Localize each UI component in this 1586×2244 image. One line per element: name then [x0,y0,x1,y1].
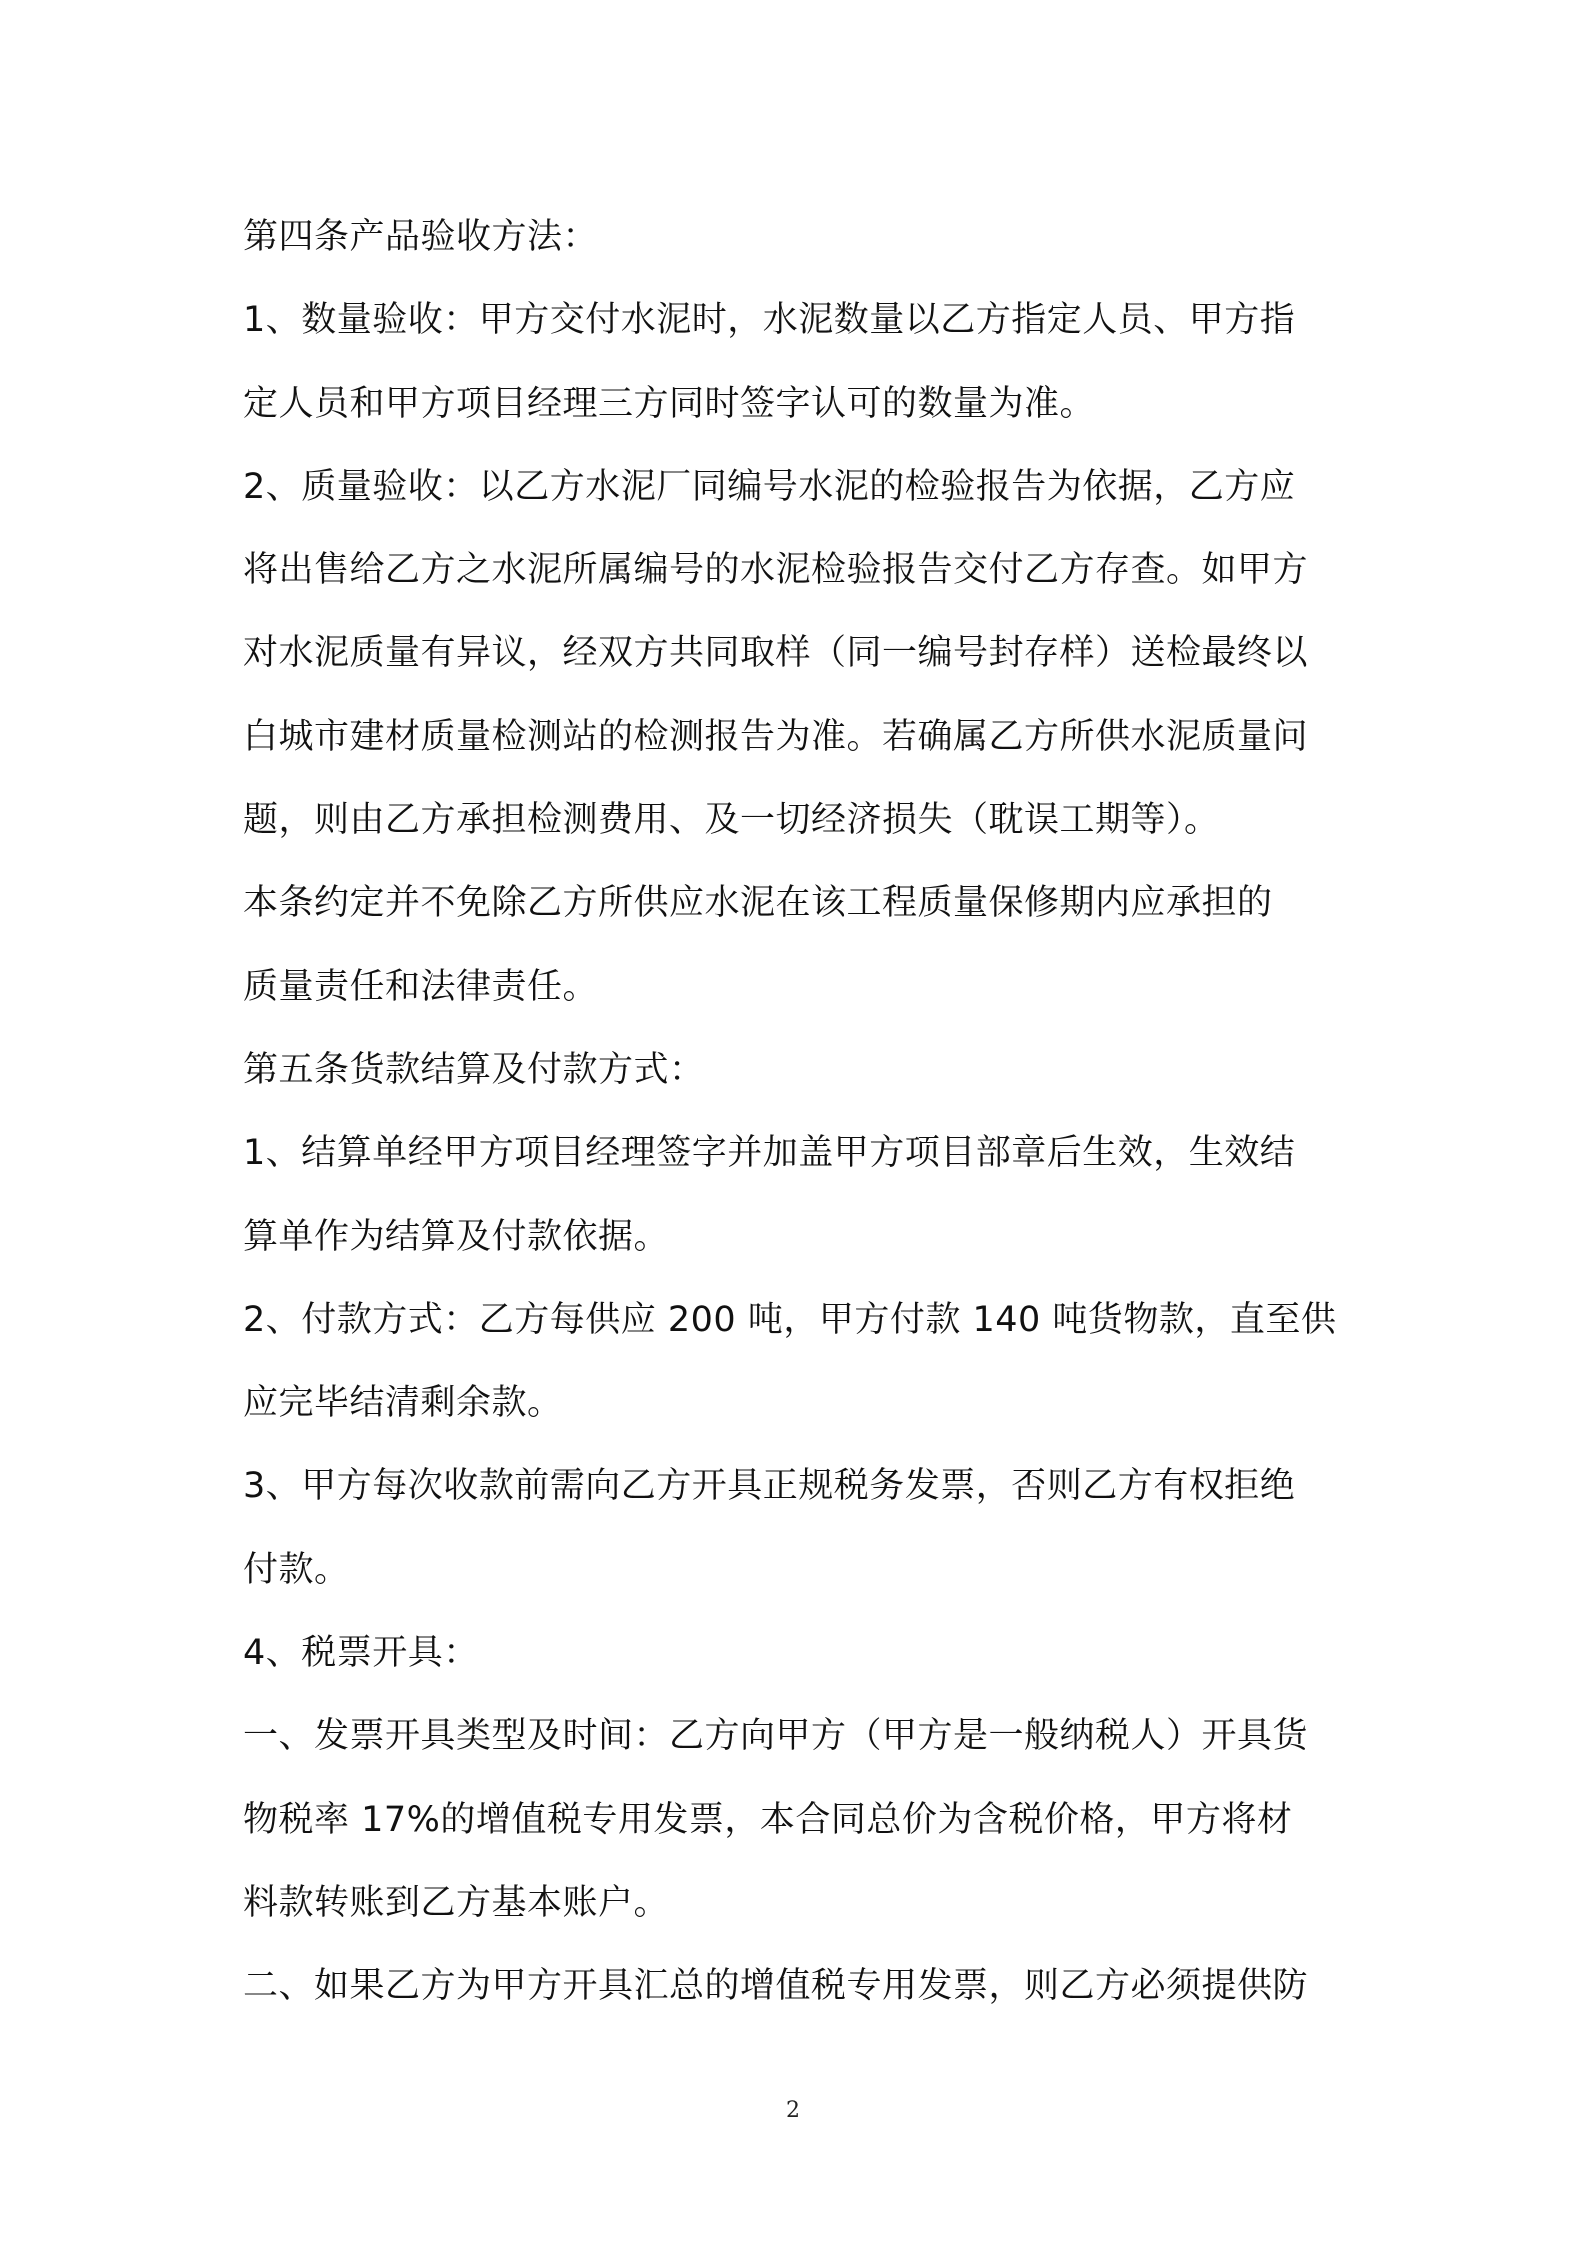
text-line: 本条约定并不免除乙方所供应水泥在该工程质量保修期内应承担的 [243,883,1273,924]
text-line: 算单作为结算及付款依据。 [243,1216,670,1257]
text-line: 质量责任和法律责任。 [243,966,599,1007]
text-line: 料款转账到乙方基本账户。 [243,1882,670,1923]
page-number: 2 [786,2098,800,2123]
text-line: 1、结算单经甲方项目经理签字并加盖甲方项目部章后生效，生效结 [243,1133,1296,1174]
document-body [243,196,1353,2029]
text-line: 将出售给乙方之水泥所属编号的水泥检验报告交付乙方存查。如甲方 [243,550,1309,591]
text-line: 白城市建材质量检测站的检测报告为准。若确属乙方所供水泥质量问 [243,716,1309,757]
text-line: 1、数量验收：甲方交付水泥时，水泥数量以乙方指定人员、甲方指 [243,300,1296,341]
text-line: 题，则由乙方承担检测费用、及一切经济损失（耽误工期等）。 [243,800,1220,841]
text-line: 应完毕结清剩余款。 [243,1383,563,1424]
text-line: 付款。 [243,1549,350,1590]
text-line: 2、质量验收：以乙方水泥厂同编号水泥的检验报告为依据，乙方应 [243,466,1296,507]
text-line: 对水泥质量有异议，经双方共同取样（同一编号封存样）送检最终以 [243,633,1309,674]
text-line: 2、付款方式：乙方每供应 200 吨，甲方付款 140 吨货物款，直至供 [243,1299,1337,1340]
text-line: 物税率 17%的增值税专用发票，本合同总价为含税价格，甲方将材 [243,1799,1293,1840]
text-line: 4、税票开具： [243,1633,479,1674]
text-line: 一、发票开具类型及时间：乙方向甲方（甲方是一般纳税人）开具货 [243,1716,1309,1757]
heading-article-5: 第五条货款结算及付款方式： [243,1049,705,1090]
text-line: 定人员和甲方项目经理三方同时签字认可的数量为准。 [243,383,1096,424]
text-line: 3、甲方每次收款前需向乙方开具正规税务发票，否则乙方有权拒绝 [243,1466,1296,1507]
text-line: 二、如果乙方为甲方开具汇总的增值税专用发票，则乙方必须提供防 [243,1966,1309,2007]
heading-article-4: 第四条产品验收方法： [243,217,599,257]
